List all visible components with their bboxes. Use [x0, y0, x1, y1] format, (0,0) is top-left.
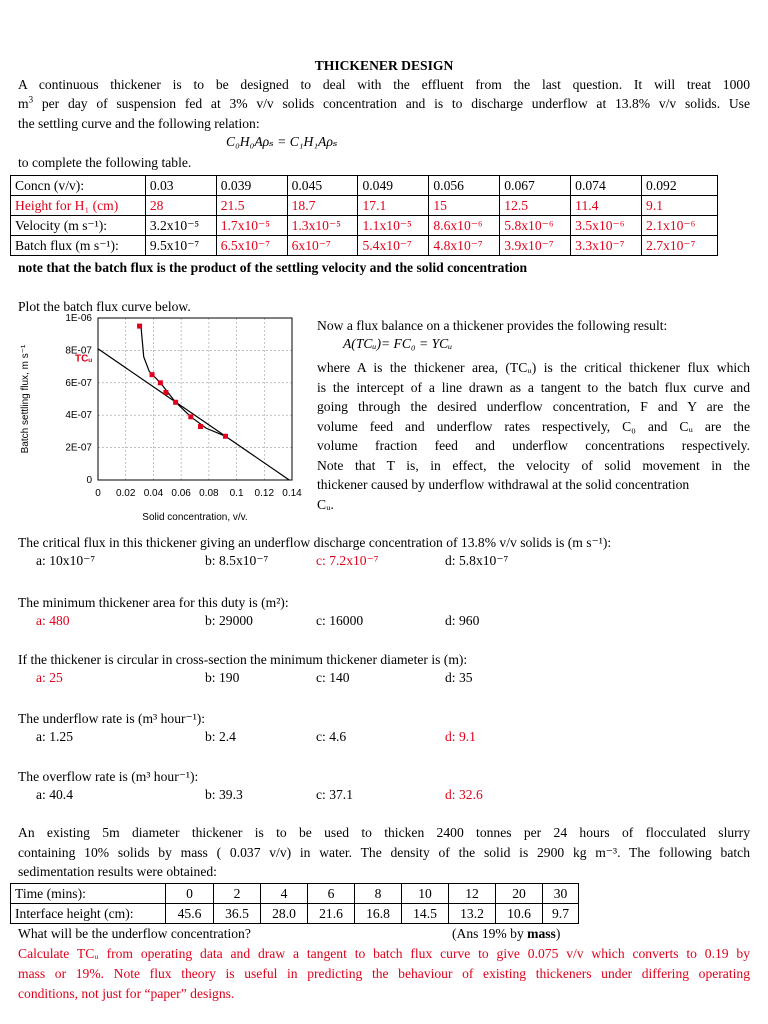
answer-option: a: 480	[36, 613, 70, 628]
answer-option: b: 190	[205, 670, 240, 685]
table-cell: 9.7	[543, 904, 579, 924]
table-cell: 14.5	[402, 904, 449, 924]
underflow-question: What will be the underflow concentration?	[18, 926, 251, 941]
row-label: Height for H₁ (cm)	[11, 196, 146, 216]
row-label: Batch flux (m s⁻¹):	[11, 236, 146, 256]
plot-instruction: Plot the batch flux curve below.	[18, 299, 191, 314]
table-cell: 18.7	[287, 196, 358, 216]
sedimentation-table	[10, 883, 579, 924]
table-cell: 6.5x10⁻⁷	[216, 236, 287, 256]
answer-option: d: 5.8x10⁻⁷	[445, 553, 509, 568]
explanation-line: where A is the thickener area, (TCᵤ) is the critical thickener flux which	[317, 360, 750, 375]
x-tick-label: 0.08	[199, 488, 219, 499]
answer-option: d: 35	[445, 670, 473, 685]
table-cell: 45.6	[166, 904, 214, 924]
intro-line-3: the settling curve and the following relation:	[18, 116, 260, 131]
table-cell: 0.056	[429, 176, 500, 196]
table-cell: 16.8	[355, 904, 402, 924]
table-cell: 6x10⁻⁷	[287, 236, 358, 256]
answer-option: c: 7.2x10⁻⁷	[316, 553, 379, 568]
answer-option: d: 32.6	[445, 787, 483, 802]
table-cell: 13.2	[449, 904, 496, 924]
explanation-line: Note that T is, in effect, the velocity of solid movement in the	[317, 457, 750, 473]
plot-frame	[98, 318, 292, 480]
table-cell: 12	[449, 884, 496, 904]
table-cell: 3.5x10⁻⁶	[571, 216, 642, 236]
table-row	[11, 176, 718, 196]
explanation-line-2: mass or 19%. Note flux theory is useful in predicting the behaviour of existing thickeners under differing operating	[18, 966, 750, 981]
answer-option: c: 16000	[316, 613, 364, 628]
y-tick-label: 4E-07	[65, 410, 92, 422]
answer-option: c: 140	[316, 670, 350, 685]
tcu-annotation: TCᵤ	[74, 353, 92, 365]
table-cell: 21.5	[216, 196, 287, 216]
existing-line-2: containing 10% solids by mass ( 0.037 v/v) in water. The density of the solid is 2900 kg m⁻³. The following batch	[18, 845, 750, 860]
table-cell: 3.2x10⁻⁵	[145, 216, 216, 236]
explanation-line: volume fraction feed and underflow concentrations respectively.	[317, 438, 750, 453]
table-cell: 1.3x10⁻⁵	[287, 216, 358, 236]
batch-flux-note: note that the batch flux is the product of the settling velocity and the solid concentration	[18, 260, 528, 275]
question-text: The critical flux in this thickener giving an underflow discharge concentration of 13.8% v/v solids is (m s⁻¹):	[18, 535, 612, 550]
table-cell: 3.3x10⁻⁷	[571, 236, 642, 256]
y-tick-label: 6E-07	[65, 377, 92, 389]
answer-option: c: 4.6	[316, 729, 347, 744]
row-label: Velocity (m s⁻¹):	[11, 216, 146, 236]
table-cell: 36.5	[214, 904, 261, 924]
data-point	[163, 390, 168, 395]
table-cell: 12.5	[500, 196, 571, 216]
explanation-line: is the intercept of a line drawn as a tangent to the batch flux curve and	[317, 379, 750, 395]
question-text: The underflow rate is (m³ hour⁻¹):	[18, 711, 206, 726]
table-cell: 0.092	[642, 176, 718, 196]
table-cell: 28.0	[261, 904, 308, 924]
explanation-line-3: conditions, not just for “paper” designs.	[18, 986, 235, 1001]
table-cell: 2	[214, 884, 261, 904]
data-point	[158, 380, 163, 385]
settling-table	[10, 175, 718, 256]
row-label: Time (mins):	[11, 884, 166, 904]
x-tick-label: 0.14	[282, 488, 302, 499]
data-point	[150, 372, 155, 377]
underflow-answer: (Ans 19% by mass)	[452, 926, 561, 941]
table-cell: 15	[429, 196, 500, 216]
table-cell: 9.5x10⁻⁷	[145, 236, 216, 256]
table-cell: 10	[402, 884, 449, 904]
existing-line-3: sedimentation results were obtained:	[18, 864, 217, 879]
table-cell: 0.045	[287, 176, 358, 196]
data-point	[173, 400, 178, 405]
intro-line-2: $m^3$ per day of suspension fed at 3% v/v solids concentration and is to discharge underflow at 13.8% v/v solids. Use	[18, 94, 750, 111]
x-axis-label: Solid concentration, v/v.	[142, 512, 248, 523]
answer-option: a: 40.4	[36, 787, 73, 802]
explanation-line-1: Calculate TCᵤ from operating data and draw a tangent to batch flux curve to give 0.075 v/v which converts to 0.19 by	[18, 946, 750, 961]
data-point	[188, 414, 193, 419]
x-tick-label: 0	[95, 488, 101, 499]
flux-balance-explanation	[317, 358, 750, 514]
y-tick-label: 1E-06	[65, 313, 92, 324]
explanation-line: volume feed and underflow rates respectively, C₀ and Cᵤ are the	[317, 418, 750, 434]
explanation-line: thickener caused by underflow withdrawal at the solid concentration	[317, 477, 690, 492]
answer-option: d: 9.1	[445, 729, 476, 744]
table-cell: 17.1	[358, 196, 429, 216]
table-cell: 0	[166, 884, 214, 904]
answer-option: c: 37.1	[316, 787, 353, 802]
table-cell: 0.074	[571, 176, 642, 196]
tangent-line	[98, 349, 289, 480]
answer-option: b: 8.5x10⁻⁷	[205, 553, 269, 568]
y-tick-label: 8E-07	[65, 345, 92, 357]
table-cell: 11.4	[571, 196, 642, 216]
answer-option: b: 29000	[205, 613, 253, 628]
table-cell: 20	[496, 884, 543, 904]
row-label: Interface height (cm):	[11, 904, 166, 924]
x-tick-label: 0.1	[229, 488, 244, 499]
x-tick-label: 0.12	[254, 488, 275, 499]
table-cell: 0.03	[145, 176, 216, 196]
table-cell: 1.7x10⁻⁵	[216, 216, 287, 236]
table-cell: 0.067	[500, 176, 571, 196]
table-row	[11, 196, 718, 216]
y-tick-label: 0	[86, 475, 92, 486]
relation-equation: C₀H₀Aρₛ = C₁H₁Aρₛ	[226, 134, 338, 149]
x-tick-label: 0.04	[143, 488, 164, 499]
page-title: THICKENER DESIGN	[314, 58, 454, 73]
y-tick-label: 2E-07	[65, 442, 92, 454]
table-cell: 3.9x10⁻⁷	[500, 236, 571, 256]
intro-line-4: to complete the following table.	[18, 155, 192, 170]
x-tick-label: 0.02	[115, 488, 136, 499]
answer-option: a: 10x10⁻⁷	[36, 553, 96, 568]
table-cell: 9.1	[642, 196, 718, 216]
data-point	[223, 434, 228, 439]
row-label: Concn (v/v):	[11, 176, 146, 196]
table-cell: 2.1x10⁻⁶	[642, 216, 718, 236]
table-cell: 6	[308, 884, 355, 904]
table-cell: 30	[543, 884, 579, 904]
table-row	[11, 884, 579, 904]
table-row	[11, 904, 579, 924]
answer-option: b: 2.4	[205, 729, 236, 744]
table-cell: 21.6	[308, 904, 355, 924]
table-row	[11, 216, 718, 236]
table-cell: 10.6	[496, 904, 543, 924]
table-cell: 8	[355, 884, 402, 904]
data-point	[137, 324, 142, 329]
answer-option: b: 39.3	[205, 787, 243, 802]
answer-option: a: 25	[36, 670, 63, 685]
existing-line-1: An existing 5m diameter thickener is to be used to thicken 2400 tonnes per 24 hours of flocculated slurry	[18, 825, 750, 840]
table-row	[11, 236, 718, 256]
batch-flux-chart	[10, 312, 310, 524]
question-text: The minimum thickener area for this duty is (m²):	[18, 595, 289, 610]
table-cell: 4	[261, 884, 308, 904]
flux-balance-intro: Now a flux balance on a thickener provides the following result:	[317, 318, 668, 333]
answer-option: d: 960	[445, 613, 480, 628]
table-cell: 0.039	[216, 176, 287, 196]
table-cell: 4.8x10⁻⁷	[429, 236, 500, 256]
y-axis-label: Batch settling flux, m s⁻¹	[20, 344, 31, 454]
table-cell: 0.049	[358, 176, 429, 196]
table-cell: 1.1x10⁻⁵	[358, 216, 429, 236]
table-cell: 5.4x10⁻⁷	[358, 236, 429, 256]
explanation-line: Cᵤ.	[317, 496, 334, 512]
answer-option: a: 1.25	[36, 729, 73, 744]
question-text: The overflow rate is (m³ hour⁻¹):	[18, 769, 199, 784]
table-cell: 28	[145, 196, 216, 216]
explanation-line: going through the desired underflow concentration, F and Y are the	[317, 399, 750, 414]
x-tick-label: 0.06	[171, 488, 191, 499]
table-cell: 2.7x10⁻⁷	[642, 236, 718, 256]
data-point	[198, 424, 203, 429]
table-cell: 5.8x10⁻⁶	[500, 216, 571, 236]
question-text: If the thickener is circular in cross-section the minimum thickener diameter is (m):	[18, 652, 468, 667]
flux-balance-equation: A(TCᵤ)= FC₀ = YCᵤ	[343, 336, 453, 351]
table-cell: 8.6x10⁻⁶	[429, 216, 500, 236]
intro-line-1: A continuous thickener is to be designed to deal with the effluent from the last question. It will treat 1000	[18, 77, 750, 92]
